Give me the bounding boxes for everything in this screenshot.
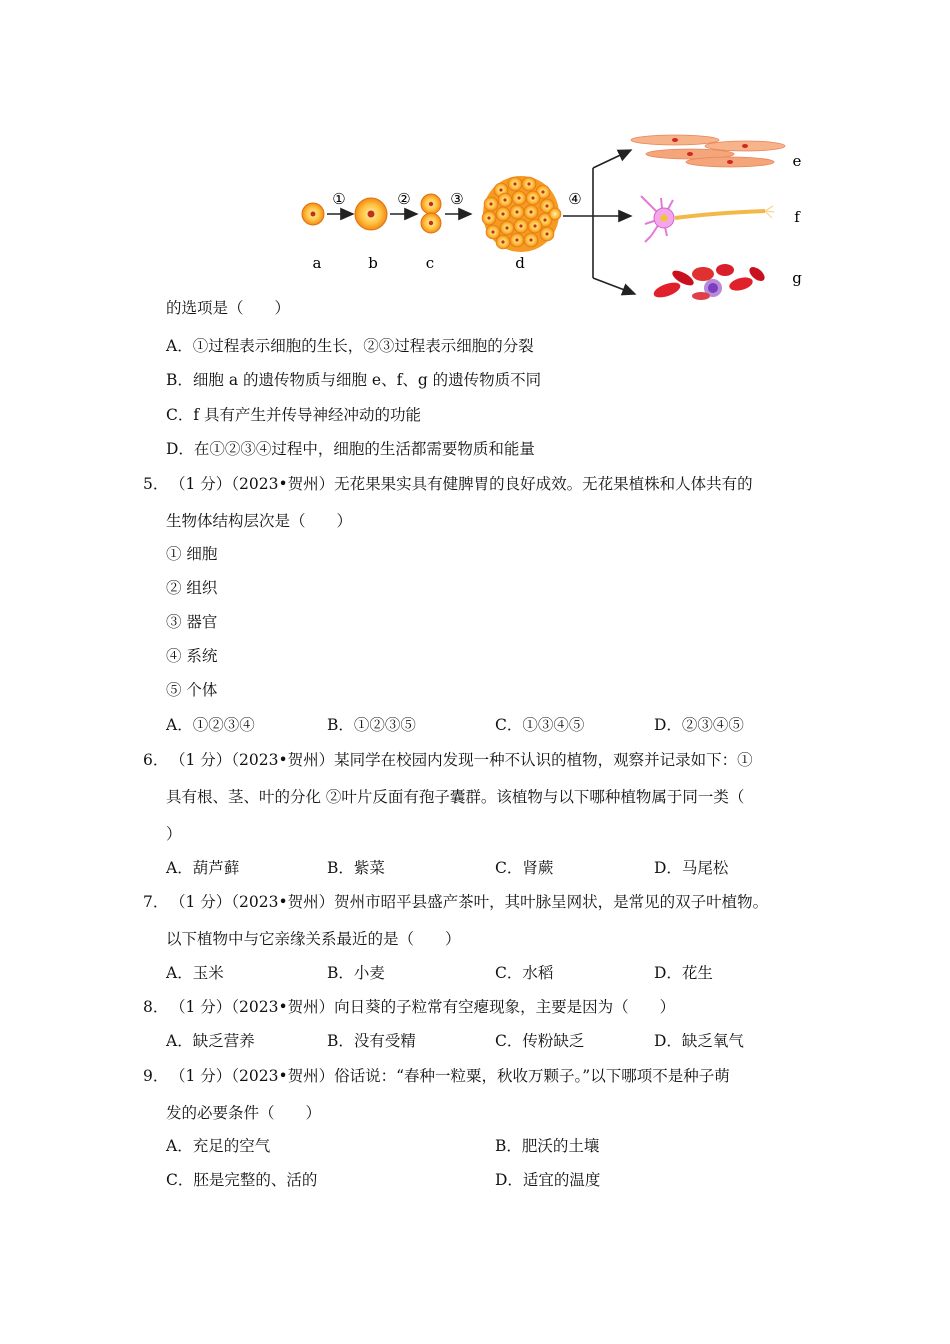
- q5-option-c: C．①③④⑤: [495, 716, 585, 734]
- label-a: a: [312, 254, 322, 272]
- q7-option-a: A．玉米: [166, 964, 224, 982]
- q6-option-a: A．葫芦藓: [166, 859, 240, 877]
- q5-option-a: A．①②③④: [166, 716, 255, 734]
- label-b: b: [368, 254, 378, 272]
- q4-option-d: D．在①②③④过程中，细胞的生活都需要物质和能量: [166, 440, 535, 458]
- cell-c: [421, 194, 441, 233]
- q7-option-d: D．花生: [654, 964, 713, 982]
- q5-item-5: ⑤ 个体: [166, 681, 218, 699]
- cell-d: [482, 176, 561, 252]
- cell-differentiation-diagram: [295, 128, 815, 308]
- q5-number: 5．: [143, 475, 169, 493]
- q5-item-3: ③ 器官: [166, 613, 218, 631]
- step-4-label: ④: [568, 190, 582, 208]
- q7-number: 7．: [143, 893, 169, 911]
- q5-option-b: B．①②③⑤: [327, 716, 416, 734]
- q8-option-a: A．缺乏营养: [166, 1032, 255, 1050]
- q8-option-b: B．没有受精: [327, 1032, 416, 1050]
- q9-option-d: D．适宜的温度: [495, 1171, 601, 1189]
- arrow-4-branch: [563, 150, 635, 294]
- label-d: d: [515, 254, 525, 272]
- q5-item-2: ② 组织: [166, 579, 218, 597]
- q6-line1: （1 分）（2023•贺州）某同学在校园内发现一种不认识的植物，观察并记录如下：①: [170, 751, 753, 769]
- q4-stem-tail: 的选项是（ ）: [166, 299, 291, 317]
- q6-option-c: C．肾蕨: [495, 859, 554, 877]
- q9-number: 9．: [143, 1067, 169, 1085]
- q9-option-c: C．胚是完整的、活的: [166, 1171, 318, 1189]
- q4-option-c: C．f 具有产生并传导神经冲动的功能: [166, 406, 422, 424]
- q5-item-4: ④ 系统: [166, 647, 218, 665]
- cell-b: [355, 198, 387, 230]
- q7-line2: 以下植物中与它亲缘关系最近的是（ ）: [166, 930, 461, 948]
- q9-option-a: A．充足的空气: [166, 1137, 271, 1155]
- q5-item-1: ① 细胞: [166, 545, 218, 563]
- step-1-label: ①: [332, 190, 346, 208]
- q7-option-b: B．小麦: [327, 964, 385, 982]
- q8-line1: （1 分）（2023•贺州）向日葵的子粒常有空瘪现象，主要是因为（ ）: [170, 998, 676, 1016]
- q4-option-b: B．细胞 a 的遗传物质与细胞 e、f、g 的遗传物质不同: [166, 371, 542, 389]
- label-f: f: [794, 208, 800, 226]
- label-g: g: [792, 269, 802, 287]
- label-e: e: [792, 152, 802, 170]
- q9-line2: 发的必要条件（ ）: [166, 1104, 322, 1122]
- q6-option-b: B．紫菜: [327, 859, 385, 877]
- q9-line1: （1 分）（2023•贺州）俗话说：“春种一粒粟，秋收万颗子。”以下哪项不是种子萌: [170, 1067, 730, 1085]
- step-3-label: ③: [450, 190, 464, 208]
- q7-line1: （1 分）（2023•贺州）贺州市昭平县盛产茶叶，其叶脉呈网状，是常见的双子叶植物。: [170, 893, 769, 911]
- q8-number: 8．: [143, 998, 169, 1016]
- cell-e-muscle: [631, 135, 785, 167]
- q6-line2: 具有根、茎、叶的分化 ②叶片反面有孢子囊群。该植物与以下哪种植物属于同一类（: [166, 788, 745, 806]
- q7-option-c: C．水稻: [495, 964, 554, 982]
- q6-number: 6．: [143, 751, 169, 769]
- q5-option-d: D．②③④⑤: [654, 716, 744, 734]
- step-2-label: ②: [397, 190, 411, 208]
- cell-f-neuron: [641, 196, 774, 242]
- q9-option-b: B．肥沃的土壤: [495, 1137, 600, 1155]
- q6-line3: ）: [166, 825, 182, 843]
- label-c: c: [425, 254, 435, 272]
- q4-option-a: A．①过程表示细胞的生长，②③过程表示细胞的分裂: [166, 337, 534, 355]
- q5-line2: 生物体结构层次是（ ）: [166, 512, 353, 530]
- q6-option-d: D．马尾松: [654, 859, 729, 877]
- q5-line1: （1 分）（2023•贺州）无花果果实具有健脾胃的良好成效。无花果植株和人体共有的: [170, 475, 753, 493]
- cell-a: [302, 203, 324, 225]
- q8-option-c: C．传粉缺乏: [495, 1032, 585, 1050]
- diagram-svg: [295, 128, 815, 308]
- q8-option-d: D．缺乏氧气: [654, 1032, 744, 1050]
- cell-g-blood: [652, 264, 767, 300]
